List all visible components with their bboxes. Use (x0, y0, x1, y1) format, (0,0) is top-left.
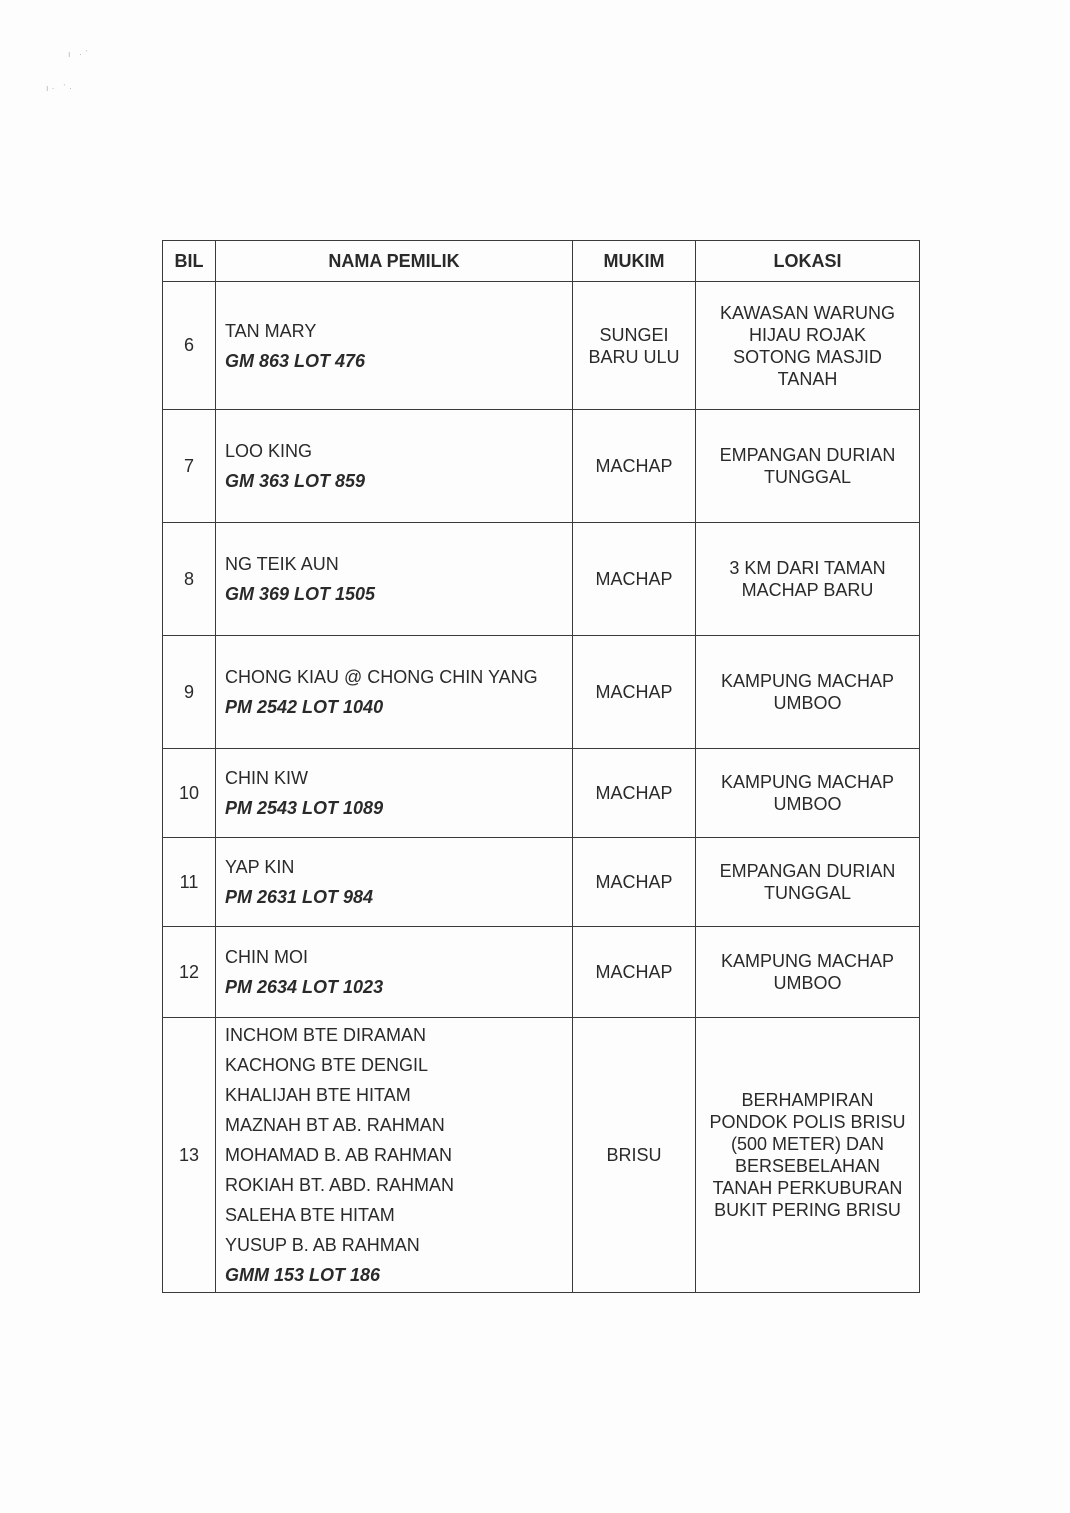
lokasi-cell: EMPANGAN DURIAN TUNGGAL (696, 838, 920, 927)
nama-pemilik-cell (216, 927, 573, 1018)
mukim-cell: MACHAP (573, 749, 696, 838)
mukim-cell: MACHAP (573, 927, 696, 1018)
nama-pemilik-cell (216, 523, 573, 636)
table-row (163, 410, 920, 523)
lokasi-cell: KAMPUNG MACHAP UMBOO (696, 636, 920, 749)
bil-cell: 7 (163, 410, 216, 523)
lokasi-cell: KAWASAN WARUNG HIJAU ROJAK SOTONG MASJID TANAH (696, 282, 920, 410)
nama-pemilik-cell (216, 636, 573, 749)
nama-pemilik-cell (216, 282, 573, 410)
mukim-cell: MACHAP (573, 523, 696, 636)
lot-number: GM 369 LOT 1505 (225, 584, 376, 604)
lokasi-cell: KAMPUNG MACHAP UMBOO (696, 749, 920, 838)
header-nama-pemilik: NAMA PEMILIK (216, 241, 573, 282)
header-lokasi: LOKASI (696, 241, 920, 282)
land-owner-table (162, 240, 920, 1293)
bil-cell: 13 (163, 1018, 216, 1293)
lokasi-cell: EMPANGAN DURIAN TUNGGAL (696, 410, 920, 523)
mukim-cell: BRISU (573, 1018, 696, 1293)
owner-name: INCHOM BTE DIRAMAN (225, 1025, 427, 1045)
bil-cell: 12 (163, 927, 216, 1018)
table-row (163, 523, 920, 636)
header-mukim: MUKIM (573, 241, 696, 282)
mukim-cell: SUNGEI BARU ULU (573, 282, 696, 410)
owner-name: SALEHA BTE HITAM (225, 1205, 395, 1225)
lokasi-cell: BERHAMPIRAN PONDOK POLIS BRISU (500 METER) DAN BERSEBELAHAN TANAH PERKUBURAN BUKIT PERING BRISU (696, 1018, 920, 1293)
table-row (163, 927, 920, 1018)
lot-number: GMM 153 LOT 186 (225, 1265, 381, 1285)
nama-pemilik-cell (216, 838, 573, 927)
owner-name: YAP KIN (225, 857, 295, 877)
owner-name: TAN MARY (225, 320, 317, 341)
lot-number: PM 2543 LOT 1089 (225, 798, 384, 818)
mukim-cell: MACHAP (573, 838, 696, 927)
mukim-cell: MACHAP (573, 410, 696, 523)
bil-cell: 9 (163, 636, 216, 749)
owner-name: ROKIAH BT. ABD. RAHMAN (225, 1175, 455, 1195)
lot-number: GM 863 LOT 476 (225, 350, 366, 371)
owner-name: MAZNAH BT AB. RAHMAN (225, 1115, 445, 1135)
table-row (163, 636, 920, 749)
nama-pemilik-cell (216, 1018, 573, 1293)
owner-name: KACHONG BTE DENGIL (225, 1055, 429, 1075)
lot-number: PM 2542 LOT 1040 (225, 697, 384, 717)
owner-name: CHIN MOI (225, 947, 308, 967)
bil-cell: 6 (163, 282, 216, 410)
owner-name: MOHAMAD B. AB RAHMAN (225, 1145, 453, 1165)
table-row (163, 1018, 920, 1293)
bil-cell: 8 (163, 523, 216, 636)
lot-number: PM 2631 LOT 984 (225, 887, 374, 907)
owner-name: YUSUP B. AB RAHMAN (225, 1235, 420, 1255)
scan-speck-marks: ı ·ˊ ı· ˋ· (46, 49, 91, 93)
lokasi-cell: 3 KM DARI TAMAN MACHAP BARU (696, 523, 920, 636)
owner-name: LOO KING (225, 441, 313, 461)
nama-pemilik-cell (216, 410, 573, 523)
bil-cell: 10 (163, 749, 216, 838)
mukim-cell: MACHAP (573, 636, 696, 749)
owner-name: KHALIJAH BTE HITAM (225, 1085, 411, 1105)
table-header-row (163, 241, 920, 282)
owner-name: NG TEIK AUN (225, 554, 339, 574)
owner-name: CHIN KIW (225, 768, 308, 788)
table-row (163, 838, 920, 927)
header-bil: BIL (163, 241, 216, 282)
lot-number: GM 363 LOT 859 (225, 471, 366, 491)
table-row (163, 749, 920, 838)
owner-name: CHONG KIAU @ CHONG CHIN YANG (225, 667, 538, 687)
bil-cell: 11 (163, 838, 216, 927)
lot-number: PM 2634 LOT 1023 (225, 977, 384, 997)
nama-pemilik-cell (216, 749, 573, 838)
table-row (163, 282, 920, 410)
lokasi-cell: KAMPUNG MACHAP UMBOO (696, 927, 920, 1018)
